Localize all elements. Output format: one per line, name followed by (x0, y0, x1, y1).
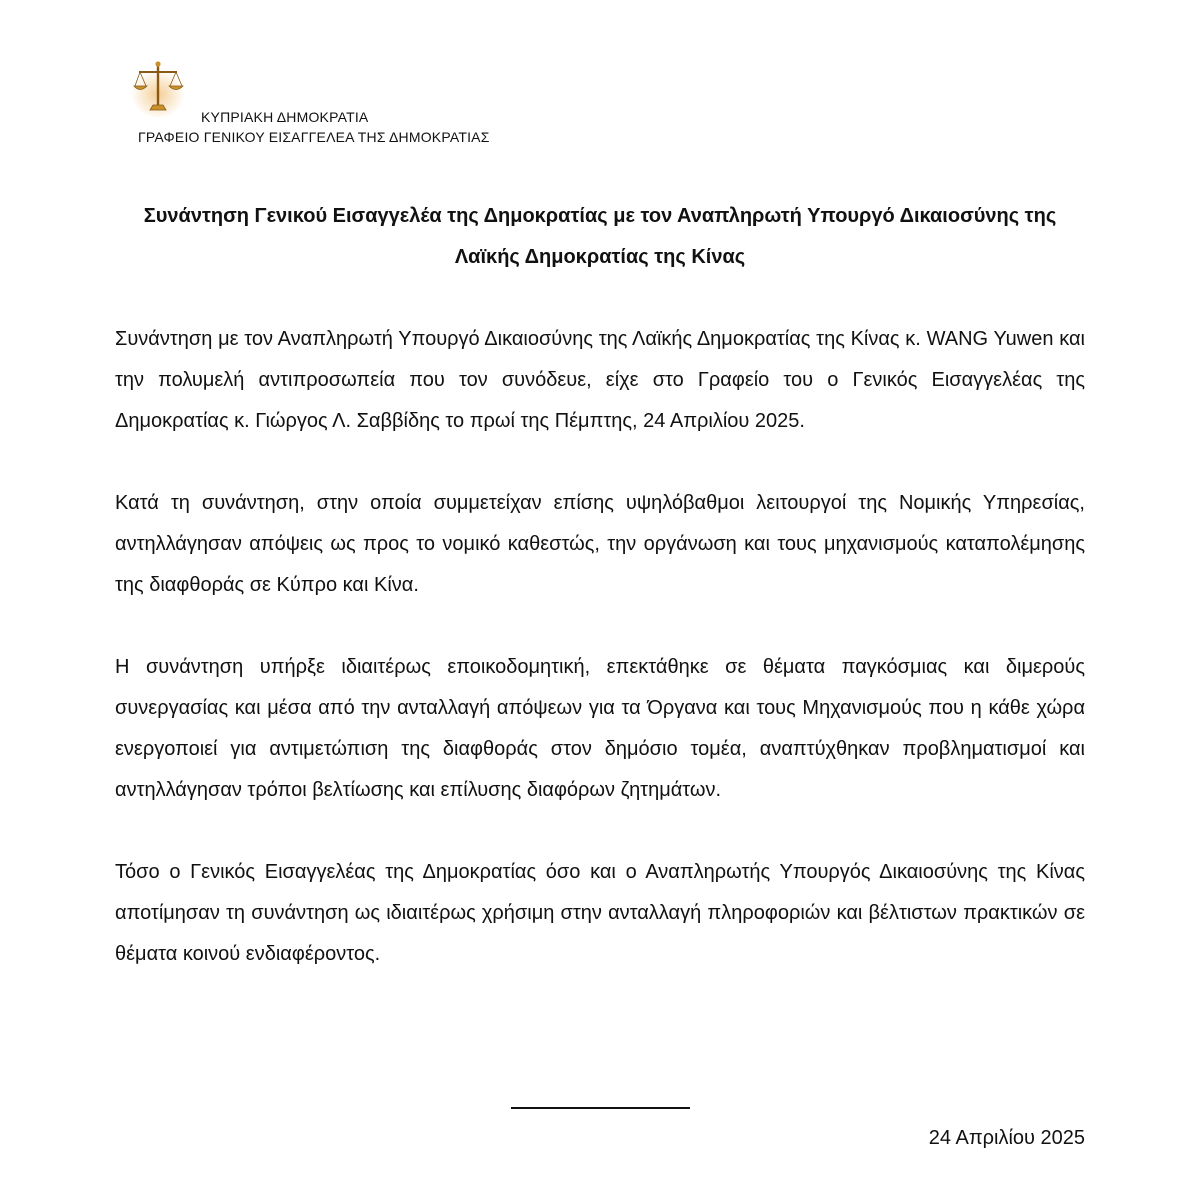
document-body (115, 319, 1085, 1016)
office-name: ΓΡΑΦΕΙΟ ΓΕΝΙΚΟΥ ΕΙΣΑΓΓΕΛΕΑ ΤΗΣ ΔΗΜΟΚΡΑΤΙΑΣ (138, 129, 490, 145)
document-title: Συνάντηση Γενικού Εισαγγελέα της Δημοκρατίας με τον Αναπληρωτή Υπουργό Δικαιοσύνης της Λαϊκής Δημοκρατίας της Κίνας (143, 205, 1057, 268)
republic-name: ΚΥΠΡΙΑΚΗ ΔΗΜΟΚΡΑΤΙΑ (201, 109, 369, 125)
document-date: 24 Απριλίου 2025 (928, 1127, 1085, 1149)
paragraph-4: Τόσο ο Γενικός Εισαγγελέας της Δημοκρατίας όσο και ο Αναπληρωτής Υπουργός Δικαιοσύνης της Κίνας αποτίμησαν τη συνάντηση ως ιδιαιτέρως χρήσιμη στην ανταλλαγή πληροφοριών και βέλτιστων πρακτικών σε θέματα κοινού ενδιαφέροντος. (115, 861, 1085, 965)
scales-of-justice-icon (130, 58, 186, 118)
paragraph-2: Κατά τη συνάντηση, στην οποία συμμετείχαν επίσης υψηλόβαθμοι λειτουργοί της Νομικής Υπηρεσίας, αντηλλάγησαν απόψεις ως προς το νομικό καθεστώς, την οργάνωση και τους μηχανισμούς καταπολέμησης της διαφθοράς σε Κύπρο και Κίνα. (115, 492, 1085, 596)
paragraph-3: Η συνάντηση υπήρξε ιδιαιτέρως εποικοδομητική, επεκτάθηκε σε θέματα παγκόσμιας και διμερούς συνεργασίας και μέσα από την ανταλλαγή απόψεων για τα Όργανα και τους Μηχανισμούς που η κάθε χώρα ενεργοποιεί για αντιμετώπιση της διαφθοράς στον δημόσιο τομέα, αναπτύχθηκαν προβληματισμοί και αντηλλάγησαν τρόποι βελτίωσης και επίλυσης διαφόρων ζητημάτων. (115, 656, 1085, 801)
closing-divider (511, 1107, 690, 1109)
paragraph-1: Συνάντηση με τον Αναπληρωτή Υπουργό Δικαιοσύνης της Λαϊκής Δημοκρατίας της Κίνας κ. WANG Yuwen και την πολυμελή αντιπροσωπεία που τον συνόδευε, είχε στο Γραφείο του ο Γενικός Εισαγγελέας της Δημοκρατίας κ. Γιώργος Λ. Σαββίδης το πρωί της Πέμπτης, 24 Απριλίου 2025. (115, 328, 1085, 432)
letterhead (0, 0, 600, 150)
